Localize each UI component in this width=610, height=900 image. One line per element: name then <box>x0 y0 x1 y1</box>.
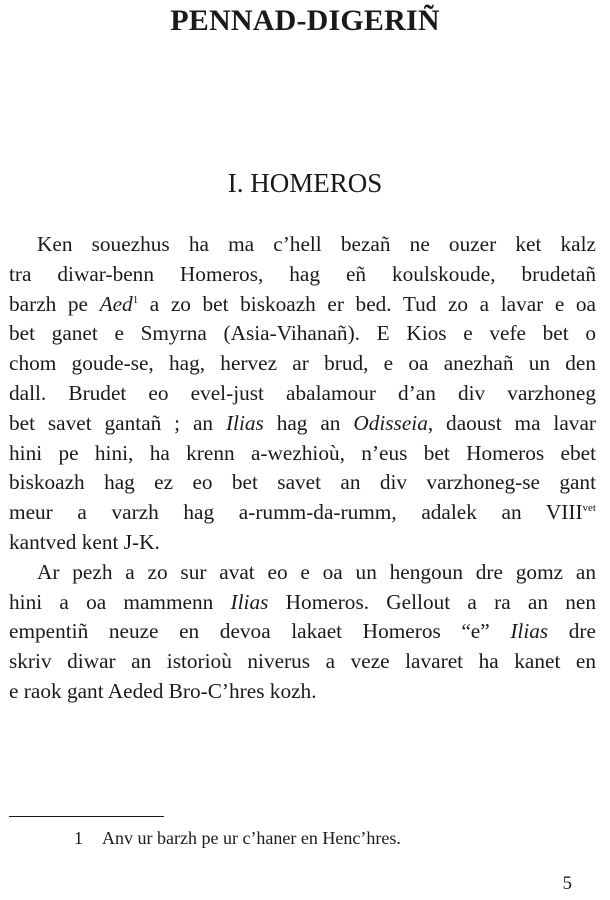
text-run: Homeros. Gellout a ra an nen <box>268 589 596 614</box>
line: chom goude-se, hag, hervez ar brud, e oa anezhañ un den <box>9 351 596 376</box>
footnote-number: 1 <box>74 828 83 848</box>
work-title-ilias: Ilias <box>225 410 264 435</box>
page-number: 5 <box>562 873 572 894</box>
line <box>9 409 596 439</box>
line: bet ganet e Smyrna (Asia-Vihanañ). E Kios e vefe bet o <box>9 321 596 346</box>
text-run: hini a oa mammenn <box>9 589 231 614</box>
footnote-text: Anv ur barzh pe ur c’haner en Henc’hres. <box>102 828 401 848</box>
chapter-title: PENNAD-DIGERIÑ <box>170 4 440 37</box>
section-title: I. HOMEROS <box>227 168 383 198</box>
work-title-ilias: Ilias <box>230 589 269 614</box>
line <box>9 588 596 618</box>
line <box>9 290 596 320</box>
text-run: barzh pe <box>9 291 100 316</box>
work-title-ilias: Ilias <box>510 619 549 644</box>
line: dall. Brudet eo evel-just abalamour d’an div varzhoneg <box>9 380 596 405</box>
line: Ar pezh a zo sur avat eo e oa un hengoun dre gomz an <box>37 559 596 584</box>
text-run: , daoust ma lavar <box>427 410 596 435</box>
line: e raok gant Aeded Bro-C’hres kozh. <box>9 678 317 703</box>
ordinal-suffix: vet <box>582 502 596 515</box>
footnote-divider <box>9 816 164 817</box>
text-run: dre <box>548 619 596 644</box>
line: tra diwar-benn Homeros, hag eñ koulskoude, brudetañ <box>9 261 596 286</box>
paragraph-1 <box>9 230 596 558</box>
footnote <box>74 828 401 849</box>
line <box>9 617 596 647</box>
footnote-reference[interactable]: 1 <box>132 293 139 306</box>
line: biskoazh hag ez eo bet savet an div varzhoneg-se gant <box>9 470 596 495</box>
work-title-odisseia: Odisseia <box>353 410 428 435</box>
text-run: meur a varzh hag a-rumm-da-rumm, adalek an VIII <box>9 500 583 525</box>
text-run: empentiñ neuze en devoa lakaet Homeros “e” <box>9 619 511 644</box>
line: skriv diwar an istorioù niverus a veze lavaret ha kanet en <box>9 649 596 674</box>
body-text <box>9 230 596 707</box>
text-run: bet savet gantañ ; an <box>9 410 226 435</box>
aed-term: Aed <box>99 291 133 316</box>
line: kantved kent J-K. <box>9 529 160 554</box>
line: Ken souezhus ha ma c’hell bezañ ne ouzer ket kalz <box>37 232 596 256</box>
line: hini pe hini, ha krenn a-wezhioù, n’eus bet Homeros ebet <box>9 440 596 465</box>
text-run: hag an <box>263 410 354 435</box>
text-run: a zo bet biskoazh er bed. Tud zo a lavar e oa <box>138 291 596 316</box>
line <box>9 498 596 528</box>
paragraph-2 <box>9 558 596 707</box>
